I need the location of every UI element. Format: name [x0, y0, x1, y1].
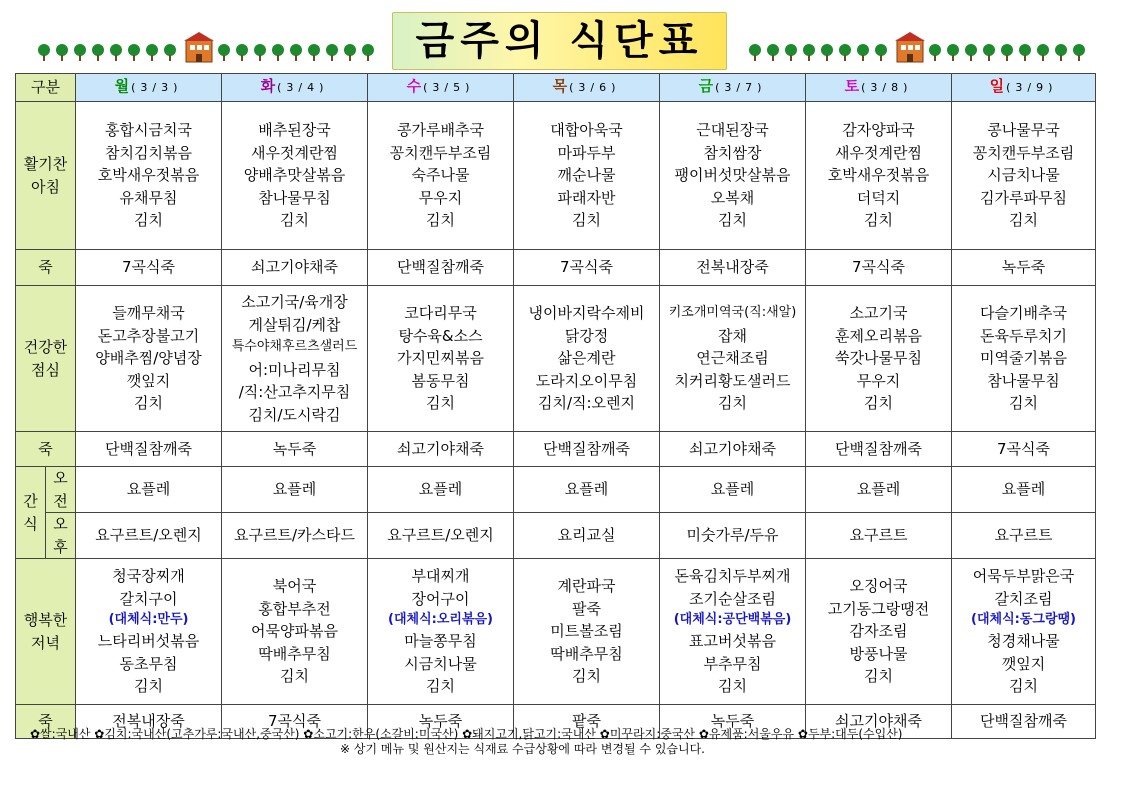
- menu-item: 유채무침: [119, 188, 178, 207]
- menu-item: 들깨무채국: [112, 304, 185, 323]
- porridge-cell: 녹두죽: [660, 705, 806, 739]
- day-name: 일: [989, 77, 1005, 96]
- menu-item: 깨순나물: [557, 166, 616, 185]
- porridge-cell: 단백질참깨죽: [806, 432, 952, 467]
- snack-cell: 요구르트: [806, 513, 952, 559]
- snack-cell: 요플레: [952, 467, 1096, 513]
- row-label-snack-am: 오 전: [46, 467, 76, 513]
- menu-item: 방풍나물: [849, 644, 908, 663]
- snack-cell: 요플레: [368, 467, 514, 513]
- tree-decoration-left: [36, 30, 386, 64]
- menu-item: 삶은계란: [557, 349, 616, 368]
- row-label-porridge: 죽: [16, 705, 76, 739]
- menu-item: 김치/도시락김: [248, 405, 341, 424]
- menu-cell: [660, 286, 806, 432]
- porridge-cell: 단백질참깨죽: [514, 432, 660, 467]
- porridge-cell: 쇠고기야채죽: [660, 432, 806, 467]
- snack-cell: 요리교실: [514, 513, 660, 559]
- page-title: 금주의 식단표: [392, 12, 727, 70]
- substitute-note: (대체식:공단백볶음): [673, 612, 792, 628]
- menu-cell: [76, 559, 222, 705]
- menu-item: 꽁치캔두부조림: [972, 143, 1075, 162]
- snack-am-row: [16, 467, 1096, 513]
- menu-item: 김치: [280, 211, 309, 230]
- menu-cell: [222, 102, 368, 250]
- menu-cell: [952, 102, 1096, 250]
- porridge-cell: 녹두죽: [952, 250, 1096, 286]
- menu-item: 무우지: [418, 188, 463, 207]
- menu-item: 미역줄기볶음: [980, 349, 1067, 368]
- snack-cell: 요플레: [222, 467, 368, 513]
- menu-item: /직:산고추지무침: [238, 383, 351, 401]
- porridge-cell: 전복내장죽: [660, 250, 806, 286]
- day-date: (3/6): [569, 81, 621, 95]
- menu-item: 김치: [426, 394, 455, 413]
- day-header: [368, 74, 514, 102]
- menu-item: 근대된장국: [696, 121, 769, 140]
- menu-item: 봄동무침: [411, 371, 470, 390]
- breakfast-row: [16, 102, 1096, 250]
- menu-item: 청국장찌개: [112, 567, 185, 586]
- snack-cell: 요플레: [806, 467, 952, 513]
- menu-cell: [806, 286, 952, 432]
- day-date: (3/3): [131, 81, 183, 95]
- menu-item: 깻잎지: [1001, 654, 1046, 673]
- menu-cell: [952, 286, 1096, 432]
- menu-table: [15, 73, 1096, 739]
- menu-item: 새우젓계란찜: [251, 143, 338, 162]
- menu-item: 코다리무국: [404, 304, 477, 323]
- day-date: (3/4): [277, 81, 329, 95]
- day-name: 월: [114, 77, 130, 96]
- menu-item: 더덕지: [856, 188, 901, 207]
- menu-item: 김치: [572, 211, 601, 230]
- menu-item: 김치: [718, 211, 747, 230]
- trees-icon: [747, 30, 1087, 64]
- menu-item: 참치쌈장: [703, 143, 762, 162]
- menu-item: 김치: [280, 667, 309, 686]
- menu-item: 김치: [134, 394, 163, 413]
- menu-item: 홍합시금치국: [105, 121, 192, 140]
- school-icon: [184, 32, 214, 62]
- porridge-cell: 단백질참깨죽: [368, 250, 514, 286]
- menu-item: 김치: [1009, 394, 1038, 413]
- menu-item: 시금치나물: [404, 654, 477, 673]
- row-label-dinner: 행복한 저녁: [16, 559, 76, 705]
- menu-item: 시금치나물: [987, 166, 1060, 185]
- menu-item: 무우지: [856, 371, 901, 390]
- menu-item: 김치: [864, 211, 893, 230]
- menu-item: 김치: [718, 394, 747, 413]
- lunch-row: [16, 286, 1096, 432]
- menu-cell: [514, 102, 660, 250]
- menu-item: 새우젓계란찜: [835, 143, 922, 162]
- porridge-cell: 녹두죽: [368, 705, 514, 739]
- menu-item: 김치: [426, 211, 455, 230]
- row-label-lunch: 건강한 점심: [16, 286, 76, 432]
- day-date: (3/9): [1006, 81, 1058, 95]
- row-label-snack: 간 식: [16, 467, 46, 559]
- day-name: 수: [406, 77, 422, 96]
- day-header: [222, 74, 368, 102]
- menu-item: 갈치구이: [119, 589, 178, 608]
- menu-item: 냉이바지락수제비: [528, 304, 645, 323]
- menu-item: 어묵양파볶음: [251, 622, 338, 641]
- snack-cell: 요플레: [514, 467, 660, 513]
- menu-item: 연근채조림: [696, 349, 769, 368]
- menu-item: 미트볼조림: [550, 622, 623, 641]
- menu-item: 숙주나물: [411, 166, 470, 185]
- menu-item: 김치/직:오렌지: [537, 394, 636, 413]
- menu-cell: [660, 102, 806, 250]
- header-row: [16, 74, 1096, 102]
- porridge-cell: 단백질참깨죽: [952, 705, 1096, 739]
- header-gubun: 구분: [16, 74, 76, 102]
- menu-item: 참나물무침: [987, 371, 1060, 390]
- menu-item: 고기동그랑땡전: [827, 599, 930, 618]
- snack-cell: 요구르트/카스타드: [222, 513, 368, 559]
- menu-item: 홍합부추전: [258, 599, 331, 618]
- menu-item: 배추된장국: [258, 121, 331, 140]
- footnote: [30, 727, 1100, 757]
- menu-cell: [514, 559, 660, 705]
- menu-item: 대합아욱국: [550, 121, 623, 140]
- snack-cell: 미숫가루/두유: [660, 513, 806, 559]
- porridge-cell: 전복내장죽: [76, 705, 222, 739]
- menu-item: 소고기국: [849, 304, 908, 323]
- menu-item: 김치: [572, 667, 601, 686]
- day-date: (3/5): [423, 81, 475, 95]
- menu-cell: [952, 559, 1096, 705]
- menu-cell: [514, 286, 660, 432]
- porridge-row: [16, 432, 1096, 467]
- menu-item: 김가루파무침: [980, 188, 1067, 207]
- menu-cell: [368, 559, 514, 705]
- menu-item: 돈육김치두부찌개: [674, 567, 791, 586]
- substitute-note: (대체식:오리볶음): [388, 612, 494, 628]
- menu-item: 도라지오이무침: [535, 371, 638, 390]
- porridge-row: [16, 250, 1096, 286]
- menu-item: 참치김치볶음: [105, 143, 192, 162]
- snack-cell: 요구르트: [952, 513, 1096, 559]
- menu-item: 양배추찜/양념장: [95, 349, 202, 368]
- menu-item: 팽이버섯맛살볶음: [674, 166, 791, 185]
- menu-item: 감자양파국: [842, 121, 915, 140]
- origin-info: ✿쌀:국내산 ✿김치:국내산(고추가루:국내산,중국산) ✿소고기:한우(소갈비:미국산) ✿돼지고기,닭고기:국내산 ✿미꾸라지:중국산 ✿유제품:서울우유 ✿두부:대두(수입산): [30, 727, 903, 741]
- snack-cell: 요플레: [660, 467, 806, 513]
- menu-cell: [222, 559, 368, 705]
- menu-item: 동초무침: [119, 654, 178, 673]
- porridge-cell: 쇠고기야채죽: [222, 250, 368, 286]
- porridge-cell: 쇠고기야채죽: [368, 432, 514, 467]
- menu-item: 훈제오리볶음: [835, 326, 922, 345]
- substitute-note: (대체식:만두): [108, 612, 189, 628]
- menu-item: 탕수육&소스: [398, 326, 483, 345]
- menu-item: 키조개미역국(직:새알): [668, 305, 797, 321]
- menu-item: 소고기국/육개장: [241, 293, 348, 311]
- menu-item: 호박새우젓볶음: [827, 166, 930, 185]
- day-name: 목: [552, 77, 568, 96]
- menu-item: 김치: [134, 677, 163, 696]
- menu-item: 감자조림: [849, 622, 908, 641]
- menu-item: 김치: [864, 667, 893, 686]
- porridge-cell: 7곡식죽: [514, 250, 660, 286]
- menu-item: 북어국: [272, 577, 317, 596]
- menu-item: 김치: [426, 677, 455, 696]
- porridge-cell: 녹두죽: [222, 432, 368, 467]
- menu-item: 꽁치캔두부조림: [389, 143, 492, 162]
- menu-item: 마늘쫑무침: [404, 632, 477, 651]
- snack-cell: 요구르트/오렌지: [368, 513, 514, 559]
- porridge-cell: 팥죽: [514, 705, 660, 739]
- menu-item: 콩가루배추국: [397, 121, 484, 140]
- menu-item: 다슬기배추국: [980, 304, 1067, 323]
- menu-item: 호박새우젓볶음: [97, 166, 200, 185]
- menu-item: 치커리황도샐러드: [674, 371, 791, 390]
- menu-item: 느타리버섯볶음: [97, 632, 200, 651]
- day-date: (3/7): [715, 81, 767, 95]
- menu-item: 오복채: [710, 188, 755, 207]
- menu-item: 특수야채후르츠샐러드: [231, 339, 358, 354]
- menu-item: 부대찌개: [411, 567, 470, 586]
- menu-item: 양배추맛살볶음: [243, 166, 346, 185]
- menu-item: 오징어국: [849, 577, 908, 596]
- menu-item: 닭강정: [564, 326, 609, 345]
- menu-item: 돈고추장불고기: [97, 326, 200, 345]
- day-header: [806, 74, 952, 102]
- menu-item: 깻잎지: [126, 371, 171, 390]
- menu-cell: [660, 559, 806, 705]
- menu-item: 콩나물무국: [987, 121, 1060, 140]
- row-label-porridge: 죽: [16, 432, 76, 467]
- menu-item: 돈육두루치기: [980, 326, 1067, 345]
- menu-item: 딱배추무침: [550, 644, 623, 663]
- day-header: [952, 74, 1096, 102]
- menu-item: 참나물무침: [258, 188, 331, 207]
- menu-item: 어묵두부맑은국: [972, 567, 1075, 586]
- menu-cell: [76, 286, 222, 432]
- menu-cell: [222, 286, 368, 432]
- menu-item: 장어구이: [411, 589, 470, 608]
- porridge-cell: 7곡식죽: [222, 705, 368, 739]
- menu-item: 김치: [1009, 677, 1038, 696]
- school-icon: [895, 32, 925, 62]
- change-notice: ※ 상기 메뉴 및 원산지는 식재료 수급상황에 따라 변경될 수 있습니다.: [340, 742, 705, 756]
- menu-item: 팔죽: [572, 599, 601, 618]
- menu-cell: [76, 102, 222, 250]
- menu-item: 가지민찌볶음: [397, 349, 484, 368]
- porridge-cell: 단백질참깨죽: [76, 432, 222, 467]
- menu-cell: [368, 286, 514, 432]
- menu-cell: [806, 559, 952, 705]
- menu-item: 갈치조림: [994, 589, 1053, 608]
- menu-item: 파래자반: [557, 188, 616, 207]
- snack-cell: 요플레: [76, 467, 222, 513]
- menu-item: 김치: [864, 394, 893, 413]
- day-header: [660, 74, 806, 102]
- row-label-snack-pm: 오 후: [46, 513, 76, 559]
- porridge-cell: 7곡식죽: [952, 432, 1096, 467]
- substitute-note: (대체식:동그랑땡): [971, 612, 1077, 628]
- porridge-cell: 7곡식죽: [76, 250, 222, 286]
- menu-item: 청경채나물: [987, 632, 1060, 651]
- menu-item: 김치: [134, 211, 163, 230]
- menu-item: 어:미나리무침: [248, 360, 341, 379]
- menu-item: 김치: [718, 677, 747, 696]
- menu-cell: [806, 102, 952, 250]
- menu-item: 부추무침: [703, 654, 762, 673]
- menu-item: 잡채: [718, 326, 747, 345]
- menu-item: 쑥갓나물무침: [835, 349, 922, 368]
- menu-item: 마파두부: [557, 143, 616, 162]
- menu-item: 계란파국: [557, 577, 616, 596]
- menu-item: 표고버섯볶음: [689, 632, 776, 651]
- day-name: 금: [698, 77, 714, 96]
- porridge-cell: 7곡식죽: [806, 250, 952, 286]
- porridge-cell: 쇠고기야채죽: [806, 705, 952, 739]
- day-name: 토: [844, 77, 860, 96]
- snack-pm-row: [16, 513, 1096, 559]
- menu-cell: [368, 102, 514, 250]
- trees-icon: [36, 30, 386, 64]
- menu-item: 게살튀김/케찹: [248, 315, 341, 334]
- tree-decoration-right: [747, 30, 1087, 64]
- day-header: [514, 74, 660, 102]
- menu-item: 조기순살조림: [689, 589, 776, 608]
- day-name: 화: [260, 77, 276, 96]
- dinner-row: [16, 559, 1096, 705]
- row-label-breakfast: 활기찬 아침: [16, 102, 76, 250]
- menu-item: 딱배추무침: [258, 644, 331, 663]
- day-header: [76, 74, 222, 102]
- menu-item: 김치: [1009, 211, 1038, 230]
- day-date: (3/8): [861, 81, 913, 95]
- row-label-porridge: 죽: [16, 250, 76, 286]
- snack-cell: 요구르트/오렌지: [76, 513, 222, 559]
